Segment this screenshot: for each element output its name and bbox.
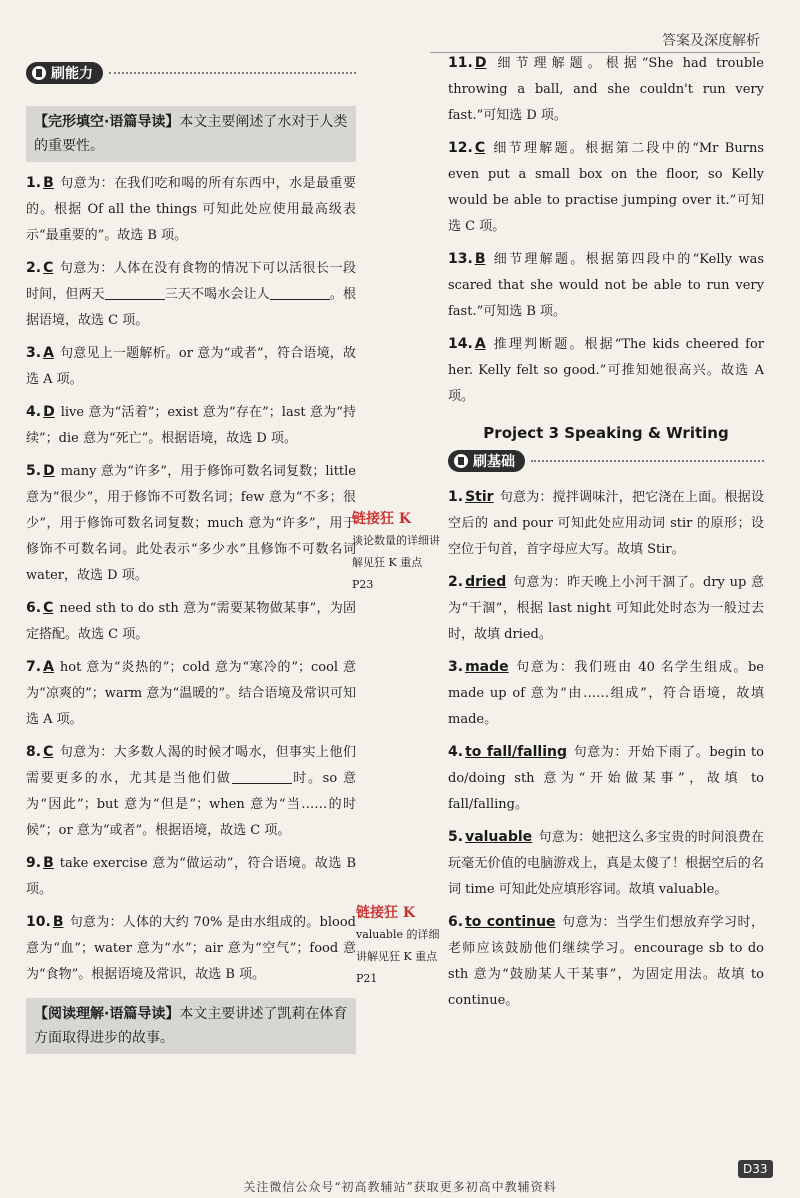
side-note: 链接狂 K 谈论数量的详细讲解见狂 K 重点 P23 (352, 508, 440, 596)
answer-item: 1. B 句意为：在我们吃和喝的所有东西中，水是最重要的。根据 Of all the things 可知此处应使用最高级表示“最重要的”。故选 B 项。 (26, 175, 356, 243)
answer-item: 3. A 句意见上一题解析。or 意为“或者”，符合语境，故选 A 项。 (26, 345, 356, 387)
blank-line (232, 769, 292, 784)
link-label: 链接狂 K (352, 511, 412, 527)
answer-item: 8. C 句意为：大多数人渴的时候才喝水，但事实上他们需要更多的水，尤其是当他们做 时。so 意为“因此”；but 意为“但是”；when 意为“当……的时候”；or 意为“或者”。根据语境，故选 C 项。 (26, 744, 356, 838)
answer-item: 5. D many 意为“许多”，用于修饰可数名词复数；little 意为“很少”，用于修饰不可数名词；few 意为“不多；很少”，用于修饰可数名词复数；much 意为“许多”，用于修饰不可数名词。此处表示“多少水”且修饰不可数名词 water，故选 D 项。 (26, 463, 356, 583)
dotted-divider (109, 72, 356, 74)
answer-item: 12. C 细节理解题。根据第二段中的“Mr Burns even put a small box on the floor, so Kelly would be able to practise jumping over it.”可知选 C 项。 (448, 140, 764, 234)
answer-item: 4. D live 意为“活着”；exist 意为“存在”；last 意为“持续”；die 意为“死亡”。根据语境，故选 D 项。 (26, 404, 356, 446)
answer-item: 14. A 推理判断题。根据“The kids cheered for her. Kelly felt so good.”可推知她很高兴。故选 A 项。 (448, 336, 764, 404)
basic-badge: 刷基础 (448, 450, 525, 472)
ability-badge: 刷能力 (26, 62, 103, 84)
answer-item: 7. A hot 意为“炎热的”；cold 意为“寒冷的”；cool 意为“凉爽的”；warm 意为“温暖的”。结合语境及常识可知选 A 项。 (26, 659, 356, 727)
answer-item: 5. valuable 句意为：她把这么多宝贵的时间浪费在玩毫无价值的电脑游戏上，真是太傻了！根据空后的名词 time 可知此处应填形容词。故填 valuable。 (448, 829, 764, 897)
pencil-icon (454, 454, 468, 468)
footer-note: 关注微信公众号“初高教辅站”获取更多初高中教辅资料 (243, 1180, 557, 1194)
reading-intro-box: 【阅读理解·语篇导读】本文主要讲述了凯莉在体育方面取得进步的故事。 (26, 998, 356, 1054)
answer-item: 2. dried 句意为：昨天晚上小河干涸了。dry up 意为“干涸”，根据 last night 可知此处时态为一般过去时，故填 dried。 (448, 574, 764, 642)
link-label: 链接狂 K (356, 905, 416, 921)
ability-section-header (26, 62, 356, 84)
answer-item: 9. B take exercise 意为“做运动”，符合语境。故选 B 项。 (26, 855, 356, 897)
left-column (26, 62, 356, 1054)
side-note: 链接狂 K valuable 的详细讲解见狂 K 重点 P21 (356, 902, 444, 990)
dotted-divider (531, 460, 764, 462)
blank-line (105, 285, 165, 300)
pencil-icon (32, 66, 46, 80)
page-number: D33 (738, 1160, 773, 1178)
header-title: 答案及深度解析 (662, 33, 760, 49)
answer-item: 4. to fall/falling 句意为：开始下雨了。begin to do/doing sth 意为“开始做某事”，故填 to fall/falling。 (448, 744, 764, 812)
basic-section-header (448, 450, 764, 472)
answer-item: 10. B 句意为：人体的大约 70% 是由水组成的。blood 意为“血”；water 意为“水”；air 意为“空气”；food 意为“食物”。根据语境及常识，故选 B 项。 (26, 914, 356, 982)
answer-item: 6. to continue 句意为：当学生们想放弃学习时，老师应该鼓励他们继续学习。encourage sb to do sth 意为“鼓励某人干某事”，为固定用法。故填 to continue。 (448, 914, 764, 1008)
blank-line (270, 285, 330, 300)
answer-item: 13. B 细节理解题。根据第四段中的“Kelly was scared that she would not be able to run very fast.”可知选 B 项。 (448, 251, 764, 319)
answer-item: 1. Stir 句意为：搅拌调味汁，把它浇在上面。根据设空后的 and pour 可知此处应用动词 stir 的原形；设空位于句首，首字母应大写。故填 Stir。 (448, 489, 764, 557)
right-column (448, 50, 764, 1014)
project-title: Project 3 Speaking & Writing (483, 424, 729, 442)
answer-item: 3. made 句意为：我们班由 40 名学生组成。be made up of 意为“由……组成”，符合语境，故填 made。 (448, 659, 764, 727)
answer-item: 6. C need sth to do sth 意为“需要某物做某事”，为固定搭配。故选 C 项。 (26, 600, 356, 642)
answer-item: 11. D 细节理解题。根据“She had trouble throwing a ball, and she couldn't run very fast.”可知选 D 项。 (448, 55, 764, 123)
answer-item: 2. C 句意为：人体在没有食物的情况下可以活很长一段时间，但两天 三天不喝水会让人 。根据语境，故选 C 项。 (26, 260, 356, 328)
cloze-intro-box: 【完形填空·语篇导读】本文主要阐述了水对于人类的重要性。 (26, 106, 356, 162)
